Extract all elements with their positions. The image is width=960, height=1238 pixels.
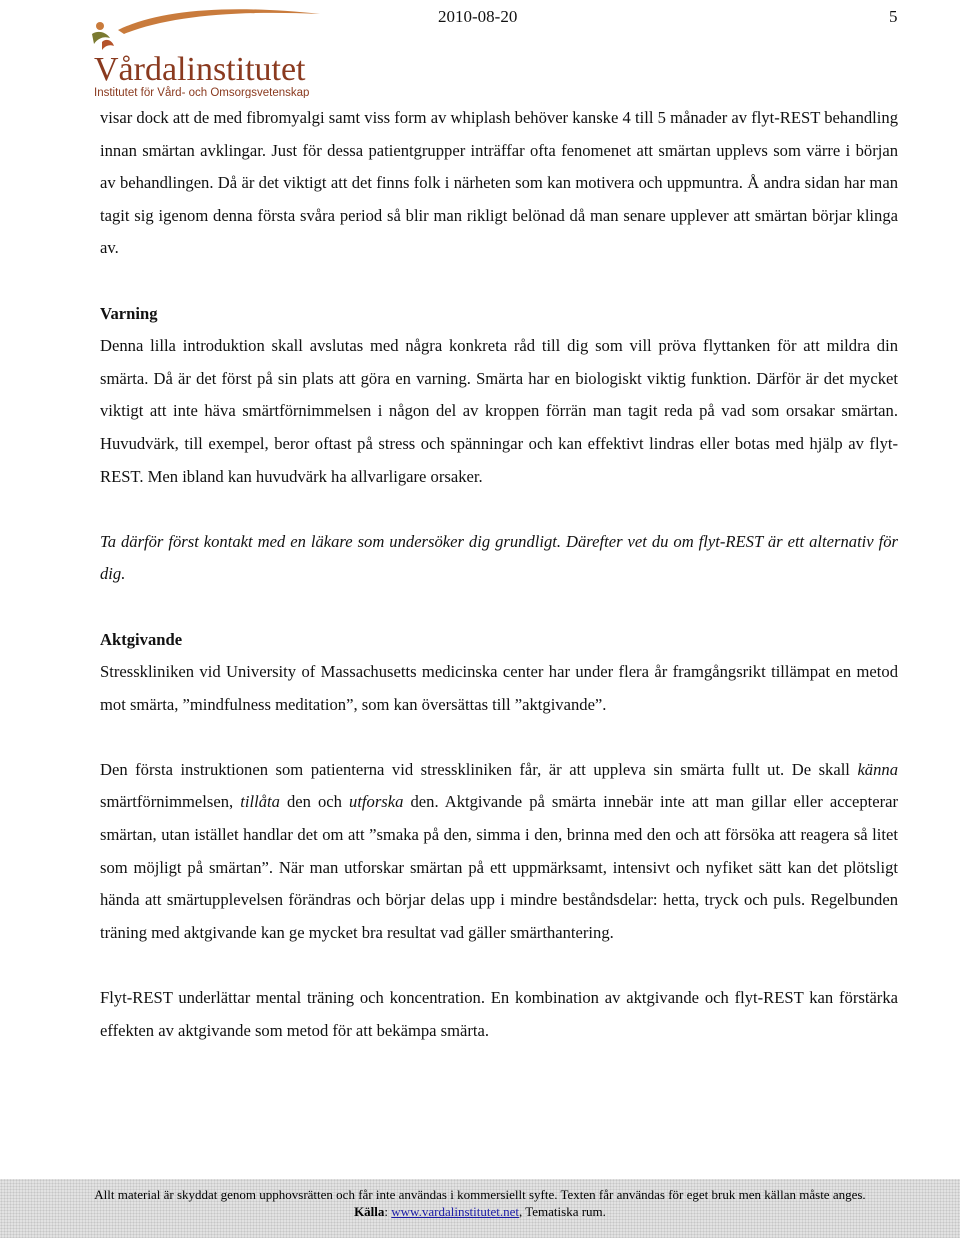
logo-graphic [88,4,322,98]
header-date: 2010-08-20 [438,7,518,26]
source-line [0,1203,960,1220]
paragraph-text: den och [279,792,350,812]
paragraph-text: visar dock att de med fibromyalgi samt viss form av whiplash behöver kanske 4 till 5 månader av flyt-REST behandling innan smärtan avklingar. Just för dessa patientgrupper inträffar ofta fenomenet att smärtan upplevs som värre i början av behandlingen. [100,108,898,193]
paragraph-text: Å andra sidan har man tagit sig igenom denna första svåra period så blir man rikligt belönad då man senare upplever att smärtan börjar klinga av. [100,173,899,258]
italic-note: Ta därför först kontakt med en läkare som undersöker dig grundligt. Därefter vet du om flyt-REST är ett alternativ för dig. [100,531,898,584]
section-heading-varning: Varning [100,303,158,323]
page-footer [0,1179,960,1238]
emphasis-utforska: utforska [349,792,404,812]
copyright-notice: Allt material är skyddat genom upphovsrätten och får inte användas i kommersiellt syfte. Texten får användas för eget bruk men källan måste anges. [94,1187,866,1202]
source-suffix: , Tematiska rum. [518,1204,606,1219]
document-body [100,102,898,1047]
paragraph-text: den. Aktgivande på smärta innebär inte att man gillar eller accepterar smärtan, utan istället handlar det om att ”smaka på den, simma i den, brinna med den och att försöka att reagera så litet som möjligt på smärtan”. När man utforskar smärtan på ett uppmärksamt, intensivt och nyfiket sätt kan det plötsligt hända att smärtupplevelsen förändras och börjar delas upp i mindre beståndsdelar: hetta, tryck och puls. Regelbunden träning med aktgivande kan ge mycket bra resultat vad gäller smärthantering. [100,792,899,942]
logo-wordmark: Vårdalinstitutet [94,51,306,88]
vardalinstitutet-logo [88,4,322,98]
paragraph-text: Då är det viktigt att det finns folk i närheten som kan motivera och uppmuntra. [213,173,743,193]
emphasis-kanna: känna [857,759,898,779]
section-heading-aktgivande: Aktgivande [100,629,183,649]
logo-figure-head [96,22,104,30]
paragraph-text: Då är det först på sin plats att göra en varning. [148,368,471,388]
paragraph-aktgivande: Stresskliniken vid University of Massachusetts medicinska center har under flera år framgångsrikt tillämpat en metod mot smärta, ”mindfulness meditation”, som kan översättas till ”aktgivande”. [100,662,898,714]
paragraph-varning [100,330,898,493]
logo-figure-arm [102,40,114,50]
logo-swoosh [118,9,320,34]
source-label: Källa [354,1204,385,1219]
paragraph-text: Denna lilla introduktion skall avslutas med några konkreta råd till dig som vill pröva flyttanken för att mildra din smärta. [100,336,898,388]
paragraph-whiplash [100,102,898,265]
paragraph-text: smärtförnimmelsen, [100,792,241,812]
page-number: 5 [889,7,898,26]
paragraph-text: Den första instruktionen som patienterna vid stresskliniken får, är att uppleva sin smärta fullt ut. De skall [100,759,858,779]
website-link[interactable]: www.vardalinstitutet.net [391,1204,519,1219]
emphasis-tillata: tillåta [240,792,280,812]
logo-tagline: Institutet för Vård- och Omsorgsvetenskap [94,87,310,98]
paragraph-instruktion [100,754,898,950]
paragraph-text: Smärta har en biologiskt viktig funktion. Därför är det mycket viktigt att inte häva smärtförnimmelsen i någon del av kroppen förrän man tagit reda på vad som orsakar smärtan. Huvudvärk, till exempel, beror oftast på stress och spänningar och kan effektivt lindras eller botas med hjälp av flyt-REST. Men ibland kan huvudvärk ha allvarligare orsaker. [100,368,898,486]
source-colon: : [384,1204,392,1219]
paragraph-flyt-rest: Flyt-REST underlättar mental träning och koncentration. En kombination av aktgivande och flyt-REST kan förstärka effekten av aktgivande som metod för att bekämpa smärta. [100,988,898,1040]
